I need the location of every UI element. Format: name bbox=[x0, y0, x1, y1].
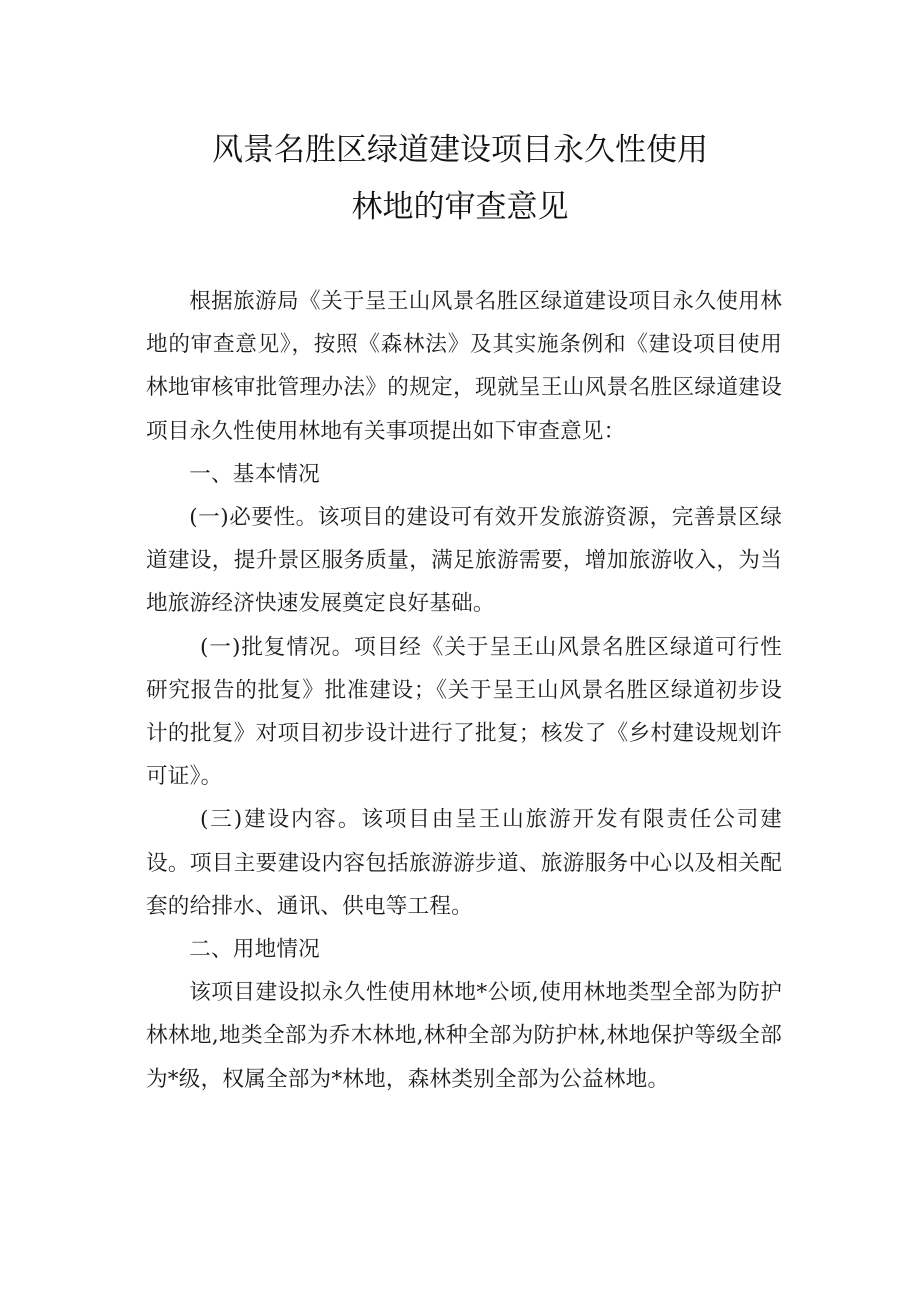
land-use-paragraph: 该项目建设拟永久性使用林地*公顷,使用林地类型全部为防护林林地,地类全部为乔木林地,林种全部为防护林,林地保护等级全部为*级，权属全部为*林地，森林类别全部为公益林地。 bbox=[146, 980, 782, 1092]
intro-paragraph: 根据旅游局《关于呈王山风景名胜区绿道建设项目永久使用林地的审查意见》，按照《森林法》及其实施条例和《建设项目使用林地审核审批管理办法》的规定，现就呈王山风景名胜区绿道建设项目永久性使用林地有关事项提出如下审查意见： bbox=[146, 289, 782, 444]
necessity-paragraph: (一)必要性。该项目的建设可有效开发旅游资源，完善景区绿道建设，提升景区服务质量，满足旅游需要，增加旅游收入，为当地旅游经济快速发展奠定良好基础。 bbox=[146, 505, 782, 617]
section-heading-basic: 一、基本情况 bbox=[189, 461, 320, 487]
construction-paragraph: (三)建设内容。该项目由呈王山旅游开发有限责任公司建设。项目主要建设内容包括旅游游步道、旅游服务中心以及相关配套的给排水、通讯、供电等工程。 bbox=[146, 807, 782, 919]
document-title-line-1: 风景名胜区绿道建设项目永久性使用 bbox=[212, 132, 708, 168]
document-body bbox=[146, 280, 782, 1101]
document-title-line-2: 林地的审查意见 bbox=[351, 189, 569, 225]
approval-paragraph: (一)批复情况。项目经《关于呈王山风景名胜区绿道可行性研究报告的批复》批准建设；《关于呈王山风景名胜区绿道初步设计的批复》对项目初步设计进行了批复；核发了《乡村建设规划许可证》。 bbox=[146, 634, 782, 790]
section-heading-land: 二、用地情况 bbox=[189, 937, 320, 963]
